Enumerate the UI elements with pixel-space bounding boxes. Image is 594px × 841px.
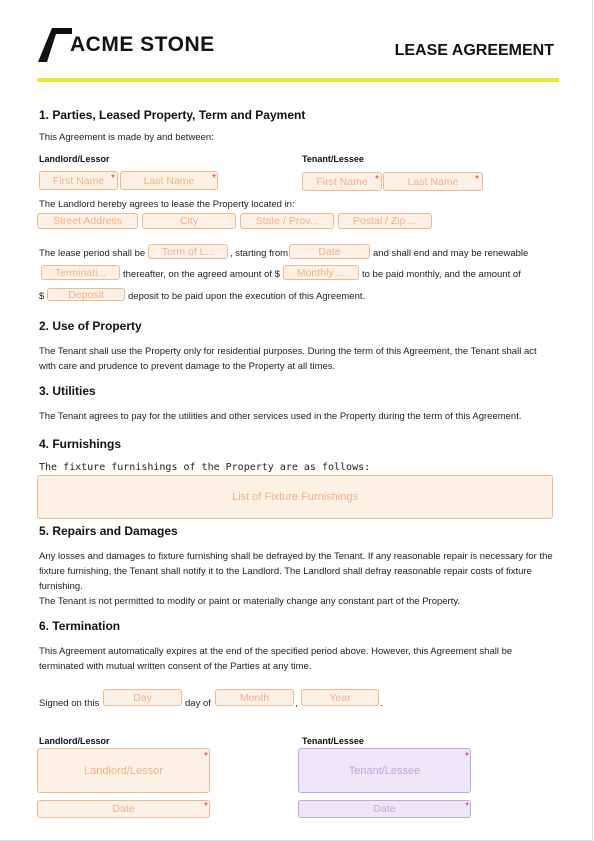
located-text: The Landlord hereby agrees to lease the Property located in: bbox=[39, 199, 295, 210]
brand-name: ACME STONE bbox=[70, 33, 215, 56]
period-text-f: deposit to be paid upon the execution of this Agreement. bbox=[128, 291, 366, 302]
landlord-label: Landlord/Lessor bbox=[39, 154, 110, 164]
dollar-sign: $ bbox=[39, 291, 45, 302]
period-text: . bbox=[380, 698, 383, 709]
landlord-signature-field[interactable]: Landlord/Lessor bbox=[37, 748, 210, 793]
period-text-c: and shall end and may be renewable bbox=[373, 248, 529, 259]
state-field[interactable]: State / Prov... bbox=[240, 213, 334, 229]
postal-field[interactable]: Postal / Zip ... bbox=[338, 213, 432, 229]
repairs-text-line-3: furnishing. bbox=[39, 581, 83, 592]
repairs-text-line-4: The Tenant is not permitted to modify or paint or materially change any constant part of the Property. bbox=[39, 596, 461, 607]
section-1-heading: 1. Parties, Leased Property, Term and Payment bbox=[39, 108, 306, 122]
required-marker: * bbox=[465, 751, 469, 762]
comma-text: , bbox=[295, 698, 298, 709]
period-text-b: , starting from bbox=[230, 248, 289, 259]
tenant-signature-field[interactable]: Tenant/Lessee bbox=[298, 748, 471, 793]
required-marker: * bbox=[204, 801, 208, 812]
required-marker: * bbox=[375, 174, 379, 185]
city-field[interactable]: City bbox=[142, 213, 236, 229]
tenant-date-field[interactable]: Date bbox=[298, 800, 471, 818]
termination-text-line-2: terminated with mutual written consent of the Parties at any time. bbox=[39, 661, 312, 672]
section-4-heading: 4. Furnishings bbox=[39, 437, 122, 451]
tenant-first-name-field[interactable]: First Name bbox=[302, 172, 382, 191]
required-marker: * bbox=[212, 173, 216, 184]
required-marker: * bbox=[475, 174, 479, 185]
repairs-text-line-1: Any losses and damages to fixture furnishing shall be defrayed by the Tenant. If any reasonable repair is necessary for the bbox=[39, 551, 553, 562]
fixture-furnishings-field[interactable]: List of Fixture Furnishings bbox=[37, 475, 553, 519]
repairs-text-line-2: fixture furnishing, the Tenant shall notify it to the Landlord. The Landlord shall defray reasonable repair costs of fixture bbox=[39, 566, 532, 577]
furnishings-text: The fixture furnishings of the Property are as follows: bbox=[39, 462, 371, 473]
section-5-heading: 5. Repairs and Damages bbox=[39, 524, 178, 538]
landlord-date-field[interactable]: Date bbox=[37, 800, 210, 818]
termination-field[interactable]: Terminati... bbox=[41, 265, 120, 280]
landlord-signature-label: Landlord/Lessor bbox=[39, 736, 110, 746]
use-text-line-1: The Tenant shall use the Property only for residential purposes. During the term of this Agreement, the Tenant shall act bbox=[39, 346, 537, 357]
header-rule bbox=[37, 78, 559, 82]
use-text-line-2: with care and prudence to prevent damage to the Property at all times. bbox=[39, 361, 336, 372]
section-2-heading: 2. Use of Property bbox=[39, 319, 142, 333]
sign-year-field[interactable]: Year bbox=[301, 689, 379, 706]
sign-month-field[interactable]: Month bbox=[215, 689, 294, 706]
start-date-field[interactable]: Date bbox=[289, 244, 370, 259]
document-title: LEASE AGREEMENT bbox=[394, 42, 554, 59]
required-marker: * bbox=[465, 801, 469, 812]
tenant-label: Tenant/Lessee bbox=[302, 154, 364, 164]
tenant-last-name-field[interactable]: Last Name bbox=[383, 172, 483, 191]
utilities-text: The Tenant agrees to pay for the utilities and other services used in the Property during the term of this Agreement. bbox=[39, 411, 522, 422]
period-text-a: The lease period shall be bbox=[39, 248, 146, 259]
landlord-first-name-field[interactable]: First Name bbox=[39, 171, 118, 190]
tenant-signature-label: Tenant/Lessee bbox=[302, 736, 364, 746]
period-text-e: to be paid monthly, and the amount of bbox=[362, 269, 521, 280]
section-3-heading: 3. Utilities bbox=[39, 384, 96, 398]
landlord-last-name-field[interactable]: Last Name bbox=[120, 171, 218, 190]
sign-day-field[interactable]: Day bbox=[103, 689, 182, 706]
section-6-heading: 6. Termination bbox=[39, 619, 121, 633]
signed-on-text: Signed on this bbox=[39, 698, 100, 709]
lease-term-field[interactable]: Term of L... bbox=[148, 244, 228, 259]
street-address-field[interactable]: Street Address bbox=[37, 213, 138, 229]
required-marker: * bbox=[204, 751, 208, 762]
day-of-text: day of bbox=[185, 698, 211, 709]
required-marker: * bbox=[111, 173, 115, 184]
deposit-field[interactable]: Deposit bbox=[47, 288, 125, 301]
monthly-amount-field[interactable]: Monthly ... bbox=[283, 265, 359, 280]
termination-text-line-1: This Agreement automatically expires at the end of the specified period above. However, this Agreement shall be bbox=[39, 646, 513, 657]
period-text-d: thereafter, on the agreed amount of $ bbox=[123, 269, 280, 280]
intro-text: This Agreement is made by and between: bbox=[39, 132, 214, 143]
brand-logo bbox=[38, 26, 215, 64]
roof-logo-icon bbox=[38, 28, 72, 62]
